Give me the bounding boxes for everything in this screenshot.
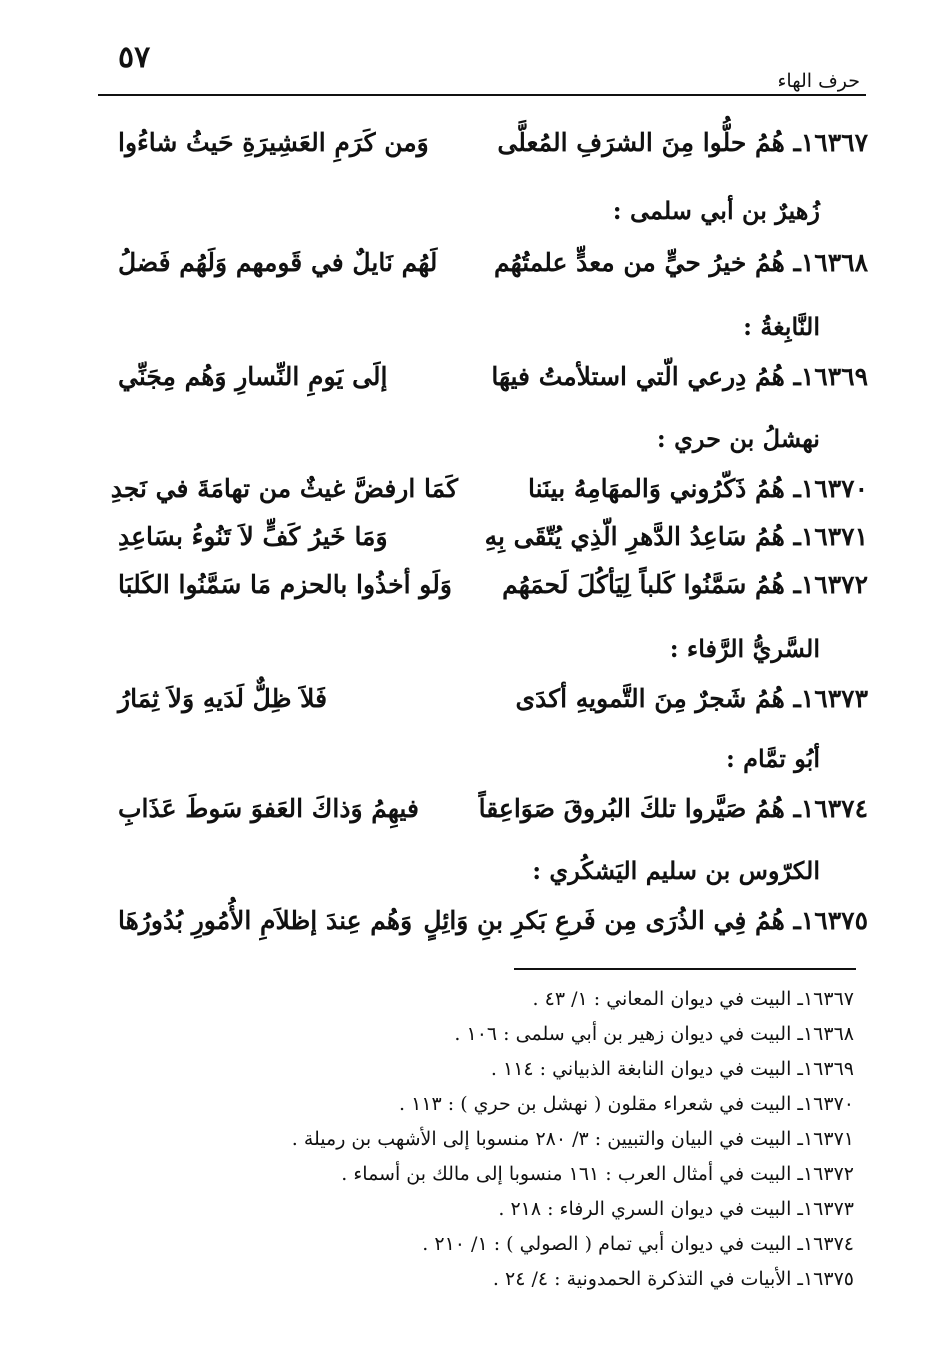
poet-name: نهشلُ بن حري : <box>656 424 820 453</box>
page-number: ٥٧ <box>118 40 151 75</box>
verse-16371 <box>0 522 946 572</box>
verse-second-hemistich: وَمَا خَيرُ كَفٍّ لاَ تَنُوءُ بسَاعِدِ <box>118 522 388 551</box>
verse-second-hemistich: كَمَا ارفضَّ غيثٌ من تهامَةَ في نَجدِ <box>110 474 458 503</box>
poet-name: النَّابِغةُ : <box>743 312 820 341</box>
verse-second-hemistich: فَلاَ ظِلٌّ لَدَيهِ وَلاَ ثِمَارُ <box>118 684 328 713</box>
verse-first-hemistich: ١٦٣٧١ـ هُمُ سَاعِدُ الدَّهرِ الّذِي يُتّقَى بِهِ <box>484 522 868 551</box>
verse-first-hemistich: ١٦٣٧٠ـ هُمُ ذَكّرُوني وَالمهَامِهُ بينَنا <box>527 474 868 503</box>
verse-first-hemistich: ١٦٣٦٨ـ هُمُ خيرُ حيٍّ من معدٍّ علمتُهُم <box>494 248 868 277</box>
footnote: ١٦٣٦٨ـ البيت في ديوان زهير بن أبي سلمى : ١٠٦ . <box>454 1023 854 1045</box>
verse-second-hemistich: فيهِمُ وَذاكَ العَفوَ سَوطَ عَذَابِ <box>118 794 419 823</box>
verse-16374 <box>0 794 946 844</box>
footnote-rule <box>514 968 856 970</box>
footnote: ١٦٣٧٠ـ البيت في شعراء مقلون ( نهشل بن حري ) : ١١٣ . <box>399 1093 854 1115</box>
footnote: ١٦٣٧٤ـ البيت في ديوان أبي تمام ( الصولي ) : ١/ ٢١٠ . <box>422 1233 854 1255</box>
verse-first-hemistich: ١٦٣٧٤ـ هُمُ صَيَّروا تلكَ البُروقَ صَوَاعِقاً <box>478 794 868 823</box>
footnote: ١٦٣٦٩ـ البيت في ديوان النابغة الذبياني : ١١٤ . <box>490 1058 854 1080</box>
poet-name: السَّريُّ الرَّفاء : <box>669 634 820 663</box>
footnote: ١٦٣٦٧ـ البيت في ديوان المعاني : ١/ ٤٣ . <box>532 988 854 1010</box>
verse-second-hemistich: وَمن كَرَمِ العَشِيرَةِ حَيثُ شاءُوا <box>118 128 429 157</box>
verse-first-hemistich: ١٦٣٦٩ـ هُمُ دِرعي الّتي استلأمتُ فيهَا <box>491 362 868 391</box>
header-rule <box>98 94 866 96</box>
verse-first-hemistich: ١٦٣٧٣ـ هُمُ شَجرٌ مِنَ التَّمويهِ أكدَى <box>515 684 868 713</box>
verse-16372 <box>0 570 946 620</box>
footnote: ١٦٣٧١ـ البيت في البيان والتبيين : ٣/ ٢٨٠ منسوبا إلى الأشهب بن رميلة . <box>291 1128 854 1150</box>
verse-16373 <box>0 684 946 734</box>
verse-first-hemistich: ١٦٣٧٢ـ هُمُ سَمَّنُوا كَلباً لِيَأكُلَ لَحمَهُم <box>502 570 868 599</box>
poet-name: أبُو تمَّام : <box>725 744 820 773</box>
footnote: ١٦٣٧٢ـ البيت في أمثال العرب : ١٦١ منسوبا إلى مالك بن أسماء . <box>341 1163 854 1185</box>
verse-16369 <box>0 362 946 412</box>
verse-16368 <box>0 248 946 298</box>
footnote: ١٦٣٧٣ـ البيت في ديوان السري الرفاء : ٢١٨ . <box>498 1198 854 1220</box>
verse-second-hemistich: وَلَو أخذُوا بالحزم مَا سَمَّنُوا الكَلبَا <box>118 570 452 599</box>
footnote: ١٦٣٧٥ـ الأبيات في التذكرة الحمدونية : ٤/ ٢٤ . <box>492 1268 854 1290</box>
poet-name: الكرّوس بن سليم اليَشكُري : <box>532 856 820 885</box>
verse-first-hemistich: ١٦٣٧٥ـ هُمُ فِي الذُرَى مِن فَرعِ بَكرِ بنِ وَائِلٍ <box>423 906 868 935</box>
verse-second-hemistich: لَهُم نَايلٌ في قَومهم وَلَهُم فَضلُ <box>118 248 438 277</box>
poet-name: زُهيرٌ بن أبي سلمى : <box>612 196 820 225</box>
verse-16370 <box>0 474 946 524</box>
verse-first-hemistich: ١٦٣٦٧ـ هُمُ حلُّوا مِنَ الشرَفِ المُعلَّى <box>497 128 868 157</box>
verse-second-hemistich: وَهُم عِندَ إظلاَمِ الأُمُورِ بُدُورُهَا <box>118 906 413 935</box>
verse-16375 <box>0 906 946 956</box>
verse-second-hemistich: إلَى يَومِ النِّسارِ وَهُم مِجَنِّي <box>118 362 388 391</box>
running-head: حرف الهاء <box>777 70 860 92</box>
verse-16367 <box>0 128 946 178</box>
